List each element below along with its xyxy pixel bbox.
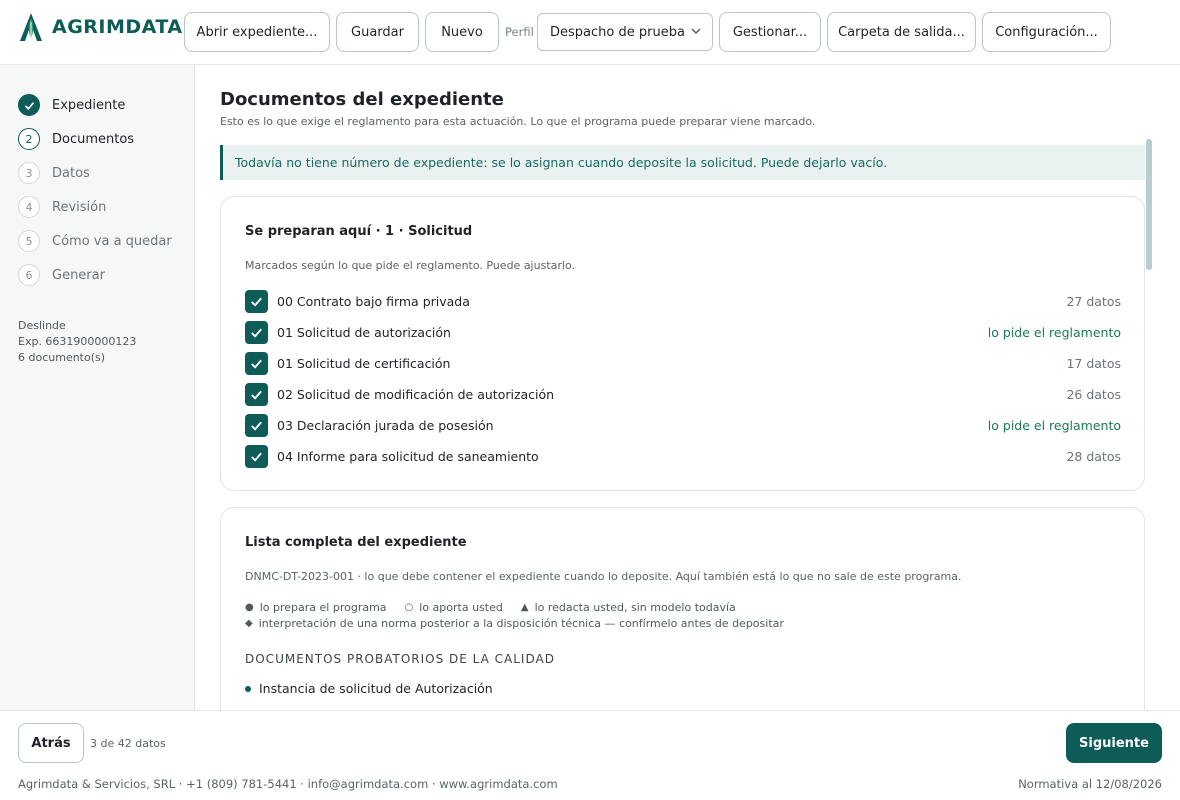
document-name: 01 Solicitud de autorización [277, 324, 451, 340]
step-number: 4 [18, 196, 40, 218]
step-number: 5 [18, 230, 40, 252]
step-label: Generar [52, 267, 105, 283]
filled-circle-icon [245, 686, 251, 692]
agrimdata-logo-icon [18, 12, 44, 42]
normativa-date: Normativa al 12/08/2026 [1018, 777, 1162, 791]
step-label: Documentos [52, 131, 135, 147]
list-item [245, 681, 493, 696]
company-info: Agrimdata & Servicios, SRL · +1 (809) 781-5441 · info@agrimdata.com · www.agrimdata.com [18, 777, 558, 791]
document-info: lo pide el reglamento [987, 417, 1121, 433]
document-name: 00 Contrato bajo firma privada [277, 293, 470, 309]
step-datos[interactable] [18, 161, 90, 185]
document-row[interactable] [245, 351, 1121, 375]
step-number: 2 [18, 128, 40, 150]
next-button[interactable]: Siguiente [1066, 723, 1162, 763]
profile-select[interactable] [537, 13, 713, 51]
card-title: Lista completa del expediente [245, 535, 467, 550]
document-checkbox[interactable] [245, 445, 268, 468]
document-info: 26 datos [1066, 386, 1121, 402]
document-name: 04 Informe para solicitud de saneamiento [277, 448, 539, 464]
document-row[interactable] [245, 444, 1121, 468]
step-expediente[interactable] [18, 93, 125, 117]
document-info: 28 datos [1066, 448, 1121, 464]
step-documentos[interactable] [18, 127, 134, 151]
step-number: 3 [18, 162, 40, 184]
check-icon [249, 294, 264, 309]
legend-interpretation: interpretación de una norma posterior a la disposición técnica — confírmelo antes de depositar [258, 617, 784, 630]
scrollbar-thumb[interactable] [1146, 139, 1152, 270]
document-row[interactable] [245, 413, 1121, 437]
diamond-icon: ◆ [245, 618, 253, 629]
top-toolbar [0, 0, 1180, 65]
case-summary [18, 318, 136, 366]
info-notice: Todavía no tiene número de expediente: se lo asignan cuando deposite la solicitud. Puede dejarlo vacío. [220, 145, 1145, 180]
check-icon [249, 325, 264, 340]
document-name: 03 Declaración jurada de posesión [277, 417, 494, 433]
app-name: AGRIMDATA [52, 16, 183, 38]
page-subtitle: Esto es lo que exige el reglamento para esta actuación. Lo que el programa puede preparar viene marcado. [220, 115, 816, 128]
empty-circle-icon: ○ [404, 602, 414, 613]
save-button[interactable]: Guardar [336, 12, 419, 52]
document-checkbox[interactable] [245, 290, 268, 313]
chevron-down-icon [690, 25, 702, 37]
document-info: 27 datos [1066, 293, 1121, 309]
step-label: Datos [52, 165, 90, 181]
document-row[interactable] [245, 289, 1121, 313]
step-number: 6 [18, 264, 40, 286]
main-content [196, 65, 1180, 710]
step-label: Cómo va a quedar [52, 233, 172, 249]
step-label: Revisión [52, 199, 107, 215]
step-como-va-a-quedar[interactable] [18, 229, 172, 253]
case-type: Deslinde [18, 319, 66, 332]
document-row[interactable] [245, 320, 1121, 344]
check-icon [249, 356, 264, 371]
progress-text: 3 de 42 datos [90, 737, 166, 750]
check-icon [249, 449, 264, 464]
legend-row [245, 617, 784, 630]
check-icon [18, 94, 40, 116]
open-case-button[interactable]: Abrir expediente... [184, 12, 330, 52]
prepared-documents-card [220, 196, 1145, 491]
document-checkbox[interactable] [245, 321, 268, 344]
check-icon [249, 418, 264, 433]
legend-user: lo aporta usted [419, 601, 503, 614]
list-item-label: Instancia de solicitud de Autorización [259, 681, 493, 696]
profile-label: Perfil [505, 25, 534, 39]
manage-button[interactable]: Gestionar... [719, 12, 821, 52]
steps-sidebar [0, 65, 195, 710]
check-icon [249, 387, 264, 402]
card-subtitle: DNMC-DT-2023-001 · lo que debe contener el expediente cuando lo deposite. Aquí también está lo que no sale de este programa. [245, 570, 962, 583]
card-subtitle: Marcados según lo que pide el reglamento. Puede ajustarlo. [245, 259, 575, 272]
document-info: lo pide el reglamento [987, 324, 1121, 340]
case-number: Exp. 6631900000123 [18, 335, 137, 348]
page-title: Documentos del expediente [220, 89, 504, 110]
configuration-button[interactable]: Configuración... [982, 12, 1111, 52]
footer-bar [0, 710, 1180, 800]
case-doc-count: 6 documento(s) [18, 351, 106, 364]
back-button[interactable]: Atrás [18, 723, 84, 763]
profile-select-value: Despacho de prueba [550, 24, 685, 40]
legend-row [245, 601, 736, 614]
section-heading: DOCUMENTOS PROBATORIOS DE LA CALIDAD [245, 652, 555, 666]
document-checkbox[interactable] [245, 414, 268, 437]
filled-circle-icon: ● [245, 602, 254, 613]
document-row[interactable] [245, 382, 1121, 406]
legend-program: lo prepara el programa [259, 601, 387, 614]
new-button[interactable]: Nuevo [425, 12, 499, 52]
triangle-icon: ▲ [520, 602, 529, 613]
document-info: 17 datos [1066, 355, 1121, 371]
legend-draft: lo redacta usted, sin modelo todavía [534, 601, 736, 614]
document-name: 01 Solicitud de certificación [277, 355, 451, 371]
document-checkbox[interactable] [245, 383, 268, 406]
output-folder-button[interactable]: Carpeta de salida... [827, 12, 976, 52]
step-generar[interactable] [18, 263, 105, 287]
full-list-card [220, 507, 1145, 710]
document-checkbox[interactable] [245, 352, 268, 375]
app-logo [18, 12, 183, 42]
step-revision[interactable] [18, 195, 106, 219]
step-label: Expediente [52, 97, 126, 113]
document-name: 02 Solicitud de modificación de autorización [277, 386, 555, 402]
card-title: Se preparan aquí · 1 · Solicitud [245, 224, 473, 239]
